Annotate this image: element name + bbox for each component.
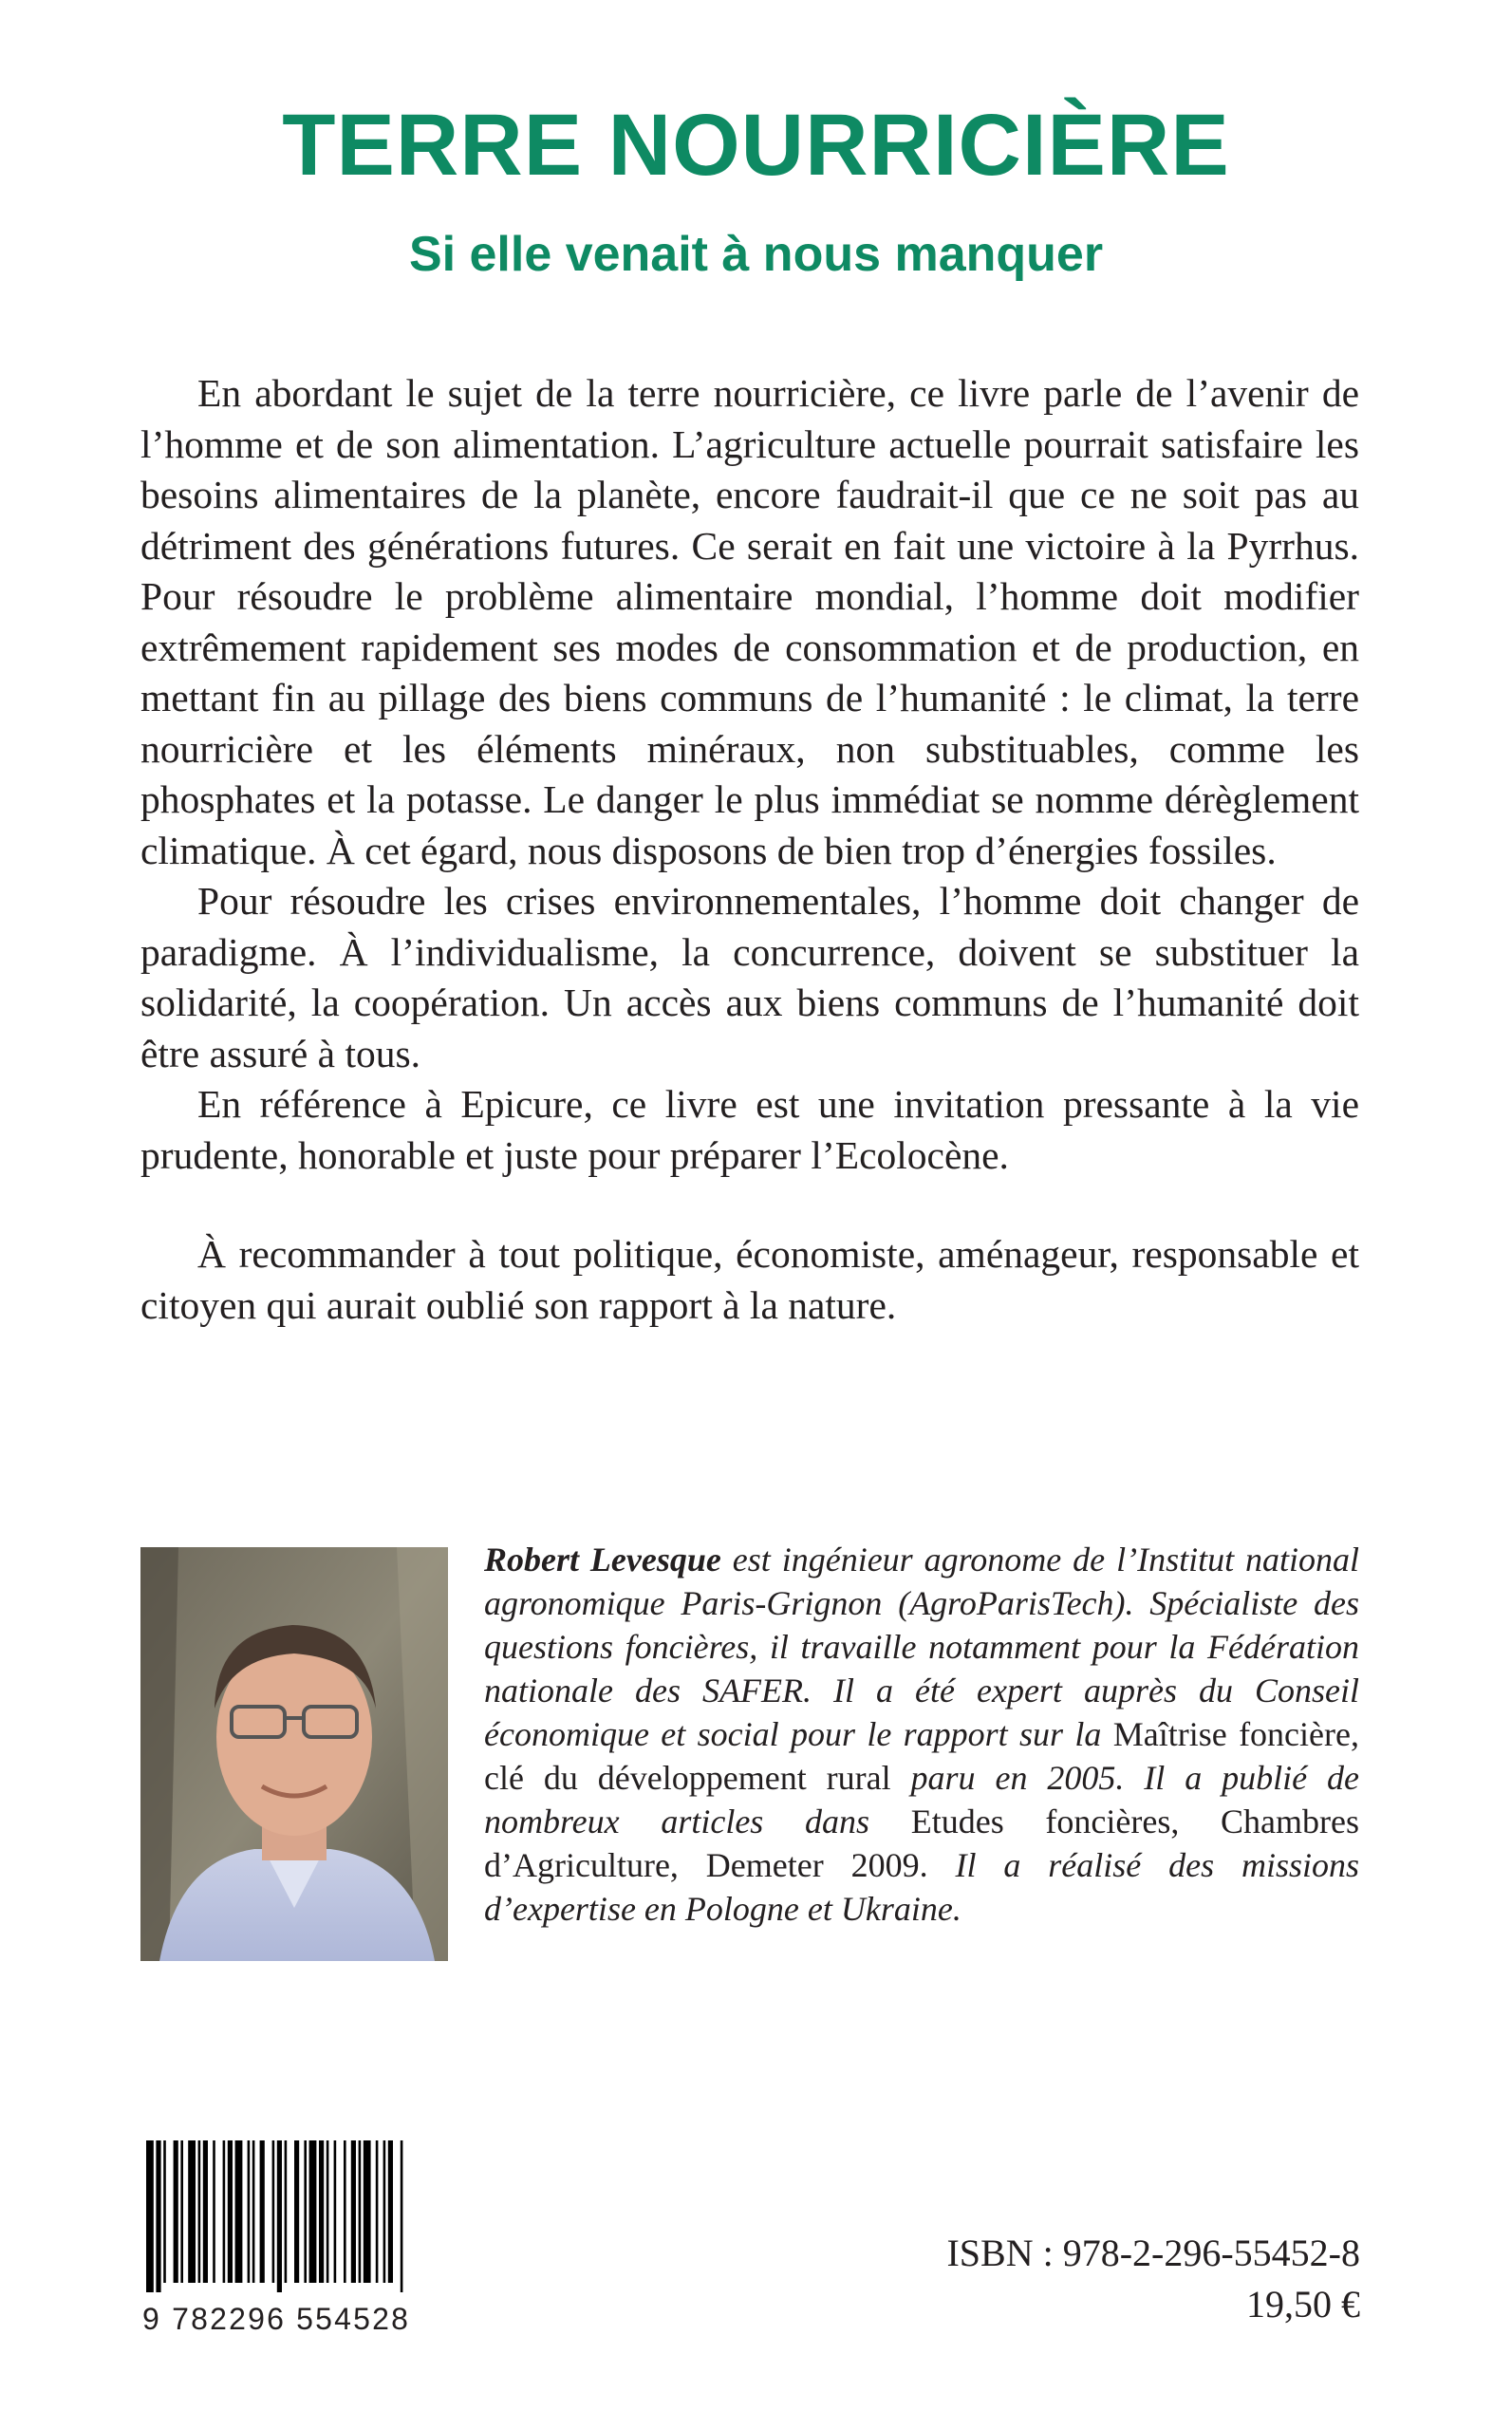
author-name: Robert Levesque	[484, 1541, 721, 1579]
barcode-bar	[252, 2140, 255, 2283]
author-publications: Etudes foncières, Chambres d’Agriculture, Demeter 2009.	[484, 1803, 1360, 1884]
barcode-bar	[359, 2140, 362, 2283]
barcode-bar	[203, 2140, 208, 2283]
barcode	[142, 2140, 484, 2292]
book-title: TERRE NOURRICIÈRE	[282, 97, 1230, 194]
barcode-bar	[351, 2140, 356, 2283]
barcode-bar	[309, 2140, 317, 2283]
blurb-recommendation: À recommander à tout politique, économiste, aménageur, responsable et citoyen qui aurait oublié son rapport à la nature.	[140, 1232, 1359, 1327]
author-bio-text: paru en 2005. Il a publié de nombreux articles dans	[484, 1759, 1359, 1840]
blurb	[140, 368, 1359, 1331]
barcode-bar	[223, 2140, 226, 2283]
author-work-title: Maîtrise foncière, clé du développement rural	[484, 1715, 1359, 1797]
barcode-bar	[277, 2140, 282, 2292]
barcode-bar	[319, 2140, 324, 2283]
barcode-bar	[146, 2140, 154, 2292]
barcode-bar	[364, 2140, 371, 2283]
blurb-paragraph: En référence à Epicure, ce livre est une invitation pressante à la vie prudente, honorable et juste pour préparer l’Ecolocène.	[140, 1082, 1359, 1177]
author-bio	[484, 1538, 1359, 1931]
barcode-bar	[174, 2140, 178, 2283]
barcode-bar	[228, 2140, 233, 2283]
barcode-digits: 9 782296 554528	[142, 2302, 411, 2336]
barcode-bar	[327, 2140, 329, 2283]
barcode-bar	[156, 2140, 160, 2292]
barcode-bar	[260, 2140, 265, 2283]
barcode-bar	[401, 2140, 403, 2292]
author-bio-text: Il a réalisé des missions d’expertise en Pologne et Ukraine.	[484, 1846, 1359, 1928]
barcode-bar	[272, 2140, 275, 2283]
barcode-bar	[294, 2140, 299, 2283]
barcode-bar	[248, 2140, 251, 2283]
blurb-paragraph: Pour résoudre les crises environnementales, l’homme doit changer de paradigme. À l’individualisme, la concurrence, doivent se substituer la solidarité, la coopération. Un accès aux biens communs de l’humanité doit être assuré à tous.	[140, 879, 1359, 1075]
barcode-bar	[376, 2140, 379, 2283]
barcode-bar	[163, 2140, 166, 2283]
author-photo	[140, 1547, 448, 1961]
barcode-bar	[304, 2140, 307, 2283]
barcode-bar	[198, 2140, 201, 2283]
barcode-bar	[285, 2140, 288, 2283]
author-bio-text: est ingénieur agronome de l’Institut national agronomique Paris-Grignon (AgroParisTech). Spécialiste des questions foncières, il travaille notamment pour la Fédération nationale des SAFER. Il a été expert auprès du Conseil économique et social pour le rapport sur la	[484, 1541, 1360, 1753]
barcode-bar	[188, 2140, 196, 2283]
barcode-bar	[344, 2140, 346, 2283]
barcode-bar	[383, 2140, 386, 2283]
barcode-bar	[388, 2140, 393, 2283]
price: 19,50 €	[1246, 2283, 1360, 2326]
isbn: ISBN : 978-2-296-55452-8	[946, 2232, 1360, 2274]
barcode-bar	[334, 2140, 337, 2283]
barcode-bar	[213, 2140, 215, 2283]
book-subtitle: Si elle venait à nous manquer	[408, 227, 1104, 282]
barcode-bar	[180, 2140, 183, 2283]
blurb-paragraph: En abordant le sujet de la terre nourricière, ce livre parle de l’avenir de l’homme et de son alimentation. L’agriculture actuelle pourrait satisfaire les besoins alimentaires de la planète, encore faudrait-il que ce ne soit pas au détriment des générations futures. Ce serait en fait une victoire à la Pyrrhus. Pour résoudre le problème alimentaire mondial, l’homme doit modifier extrêmement rapidement ses modes de consommation et de production, en mettant fin au pillage des biens communs de l’humanité : le climat, la terre nourricière et les éléments minéraux, non substituables, comme les phosphates et la potasse. Le danger le plus immédiat se nomme dérèglement climatique. À cet égard, nous disposons de bien trop d’énergies fossiles.	[140, 371, 1359, 872]
barcode-bar	[235, 2140, 243, 2283]
